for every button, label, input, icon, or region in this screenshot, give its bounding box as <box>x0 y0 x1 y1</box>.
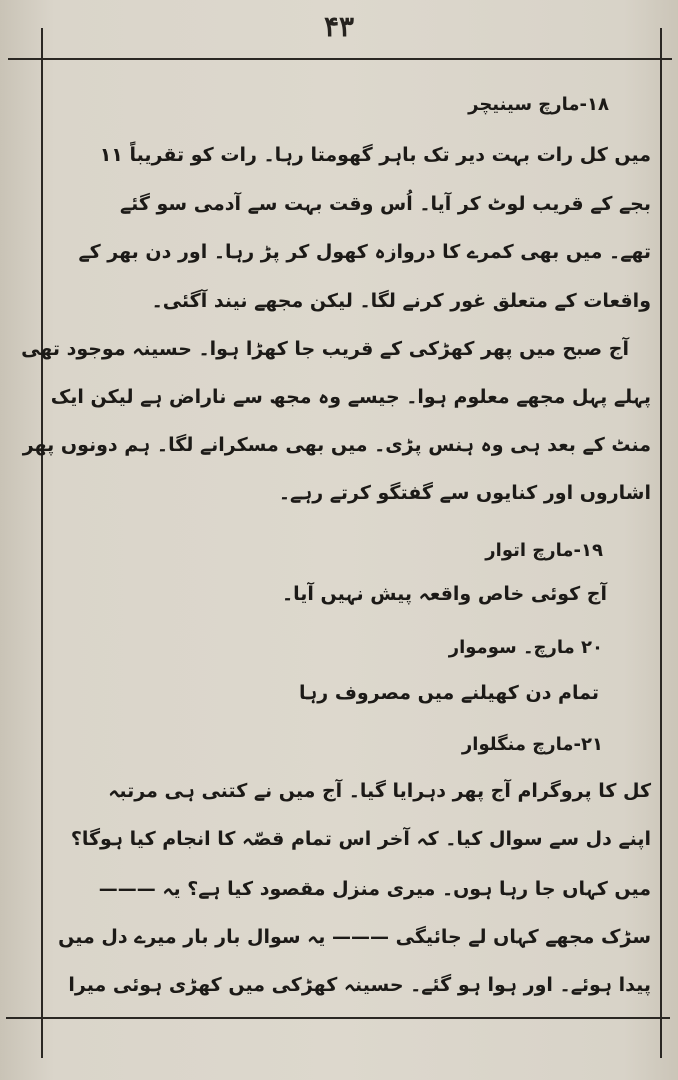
text-line: آج کوئی خاص واقعہ پیش نہیں آیا۔ <box>281 583 607 605</box>
date-heading-21-march: ۲۱-مارچ منگلوار <box>461 734 603 755</box>
text-line: آج صبح میں پھر کھڑکی کے قریب جا کھڑا ہوا۔ حسینہ موجود تھی <box>21 338 629 360</box>
right-border-rule <box>660 28 662 1058</box>
text-line: پیدا ہوئے۔ اور ہوا ہو گئے۔ حسینہ کھڑکی میں کھڑی ہوئی میرا <box>68 974 651 996</box>
text-line: کل کا پروگرام آج پھر دہرایا گیا۔ آج میں نے کتنی ہی مرتبہ <box>108 780 651 802</box>
top-border-rule <box>8 58 672 60</box>
text-line: سڑک مجھے کہاں لے جائیگی ——— یہ سوال بار بار میرے دل میں <box>58 926 651 948</box>
page-number: ۴۳ <box>323 10 355 43</box>
date-heading-20-march: ۲۰ مارچ۔ سوموار <box>448 637 603 658</box>
date-heading-18-march: ۱۸-مارچ سینیچر <box>468 94 609 115</box>
text-line: منٹ کے بعد ہی وہ ہنس پڑی۔ میں بھی مسکرانے لگا۔ ہم دونوں پھر <box>22 434 651 456</box>
text-line: بجے کے قریب لوٹ کر آیا۔ اُس وقت بہت سے آدمی سو گئے <box>119 193 651 215</box>
text-line: اشاروں اور کنایوں سے گفتگو کرتے رہے۔ <box>278 482 651 504</box>
bottom-border-rule <box>6 1017 670 1019</box>
text-line: تھے۔ میں بھی کمرے کا دروازہ کھول کر پڑ رہا۔ اور دن بھر کے <box>78 241 651 263</box>
text-line: پہلے پہل مجھے معلوم ہوا۔ جیسے وہ مجھ سے ناراض ہے لیکن ایک <box>50 386 651 408</box>
date-heading-19-march: ۱۹-مارچ اتوار <box>485 540 603 561</box>
left-border-rule <box>41 28 43 1058</box>
text-line: میں کہاں جا رہا ہوں۔ میری منزل مقصود کیا ہے؟ یہ ——— <box>98 878 651 900</box>
text-line: واقعات کے متعلق غور کرنے لگا۔ لیکن مجھے نیند آگئی۔ <box>151 290 651 312</box>
text-line: میں کل رات بہت دیر تک باہر گھومتا رہا۔ رات کو تقریباً ۱۱ <box>99 144 651 166</box>
text-line: اپنے دل سے سوال کیا۔ کہ آخر اس تمام قصّہ کا انجام کیا ہوگا؟ <box>70 828 651 850</box>
text-line: تمام دن کھیلنے میں مصروف رہا <box>299 682 599 704</box>
